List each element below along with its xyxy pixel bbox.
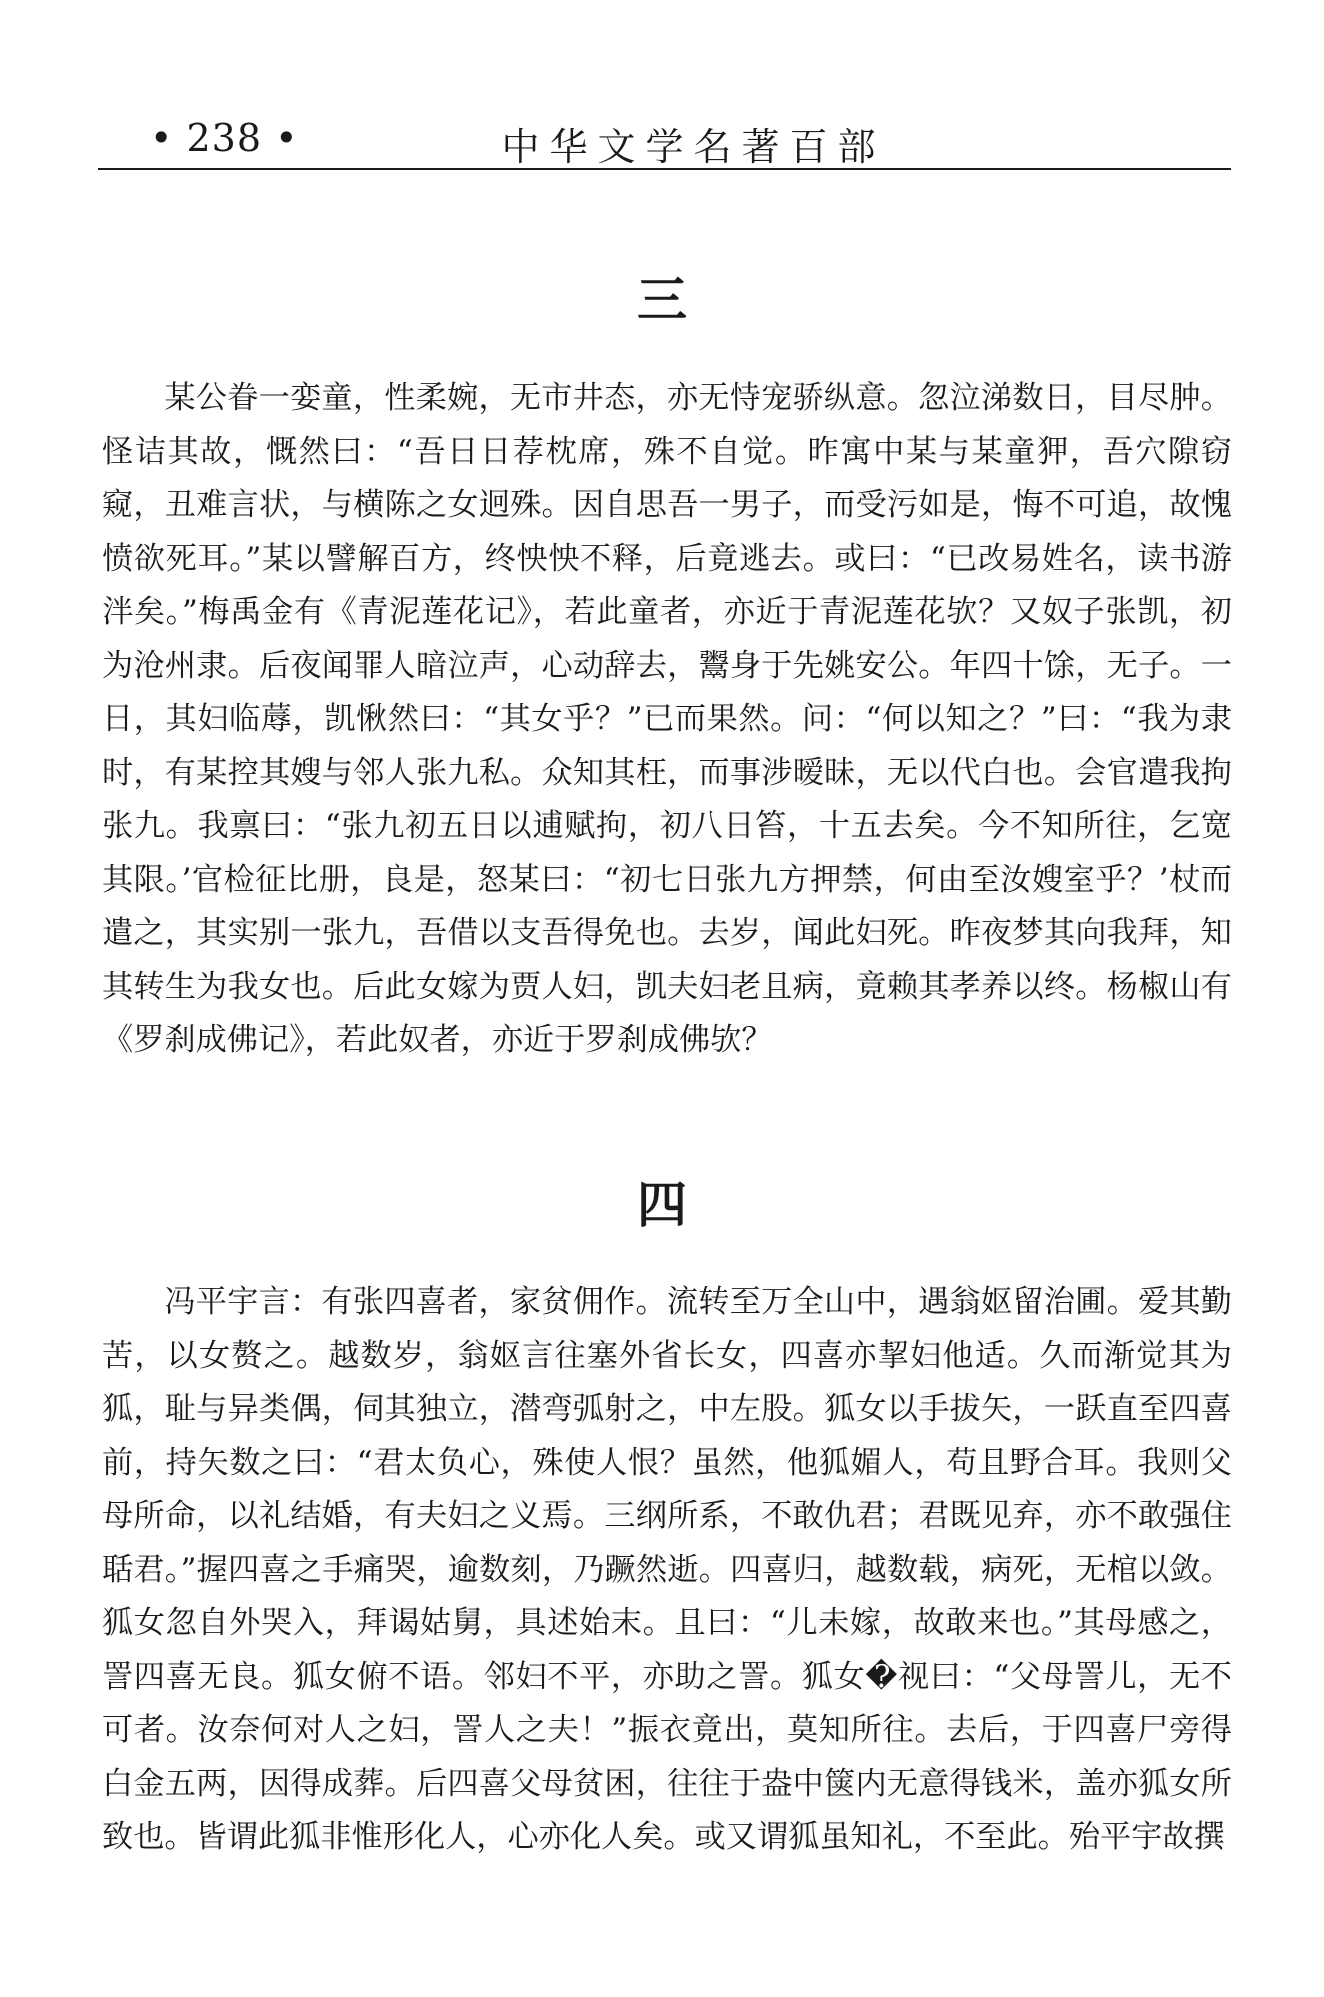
page-header	[98, 104, 1231, 170]
running-title: 中华文学名著百部	[501, 125, 886, 169]
section-paragraph-4: 冯平宇言：有张四喜者，家贫佣作。流转至万全山中，遇翁妪留治圃。爱其勤苦，以女赘之。越数岁，翁妪言往塞外省长女，四喜亦挈妇他适。久而渐觉其为狐，耻与异类偶，伺其独立，潜弯弧射之，中左股。狐女以手拔矢，一跃直至四喜前，持矢数之曰：“君太负心，殊使人恨？虽然，他狐媚人，苟且野合耳。我则父母所命，以礼结婚，有夫妇之义焉。三纲所系，不敢仇君；君既见弃，亦不敢强住聒君。”握四喜之手痛哭，逾数刻，乃蹶然逝。四喜归，越数载，病死，无棺以敛。狐女忽自外哭入，拜谒姑舅，具述始末。且曰：“儿未嫁，故敢来也。”其母感之，詈四喜无良。狐女俯不语。邻妇不平，亦助之詈。狐女�视曰：“父母詈儿，无不可者。汝奈何对人之妇，詈人之夫！”振衣竟出，莫知所往。去后，于四喜尸旁得白金五两，因得成葬。后四喜父母贫困，往往于盎中箧内无意得钱米，盖亦狐女所致也。皆谓此狐非惟形化人，心亦化人矣。或又谓狐虽知礼，不至此。殆平宇故撰	[102, 1284, 1232, 1855]
section-paragraph-3: 某公眷一娈童，性柔婉，无市井态，亦无恃宠骄纵意。忽泣涕数日，目尽肿。怪诘其故，慨然曰：“吾日日荐枕席，殊不自觉。昨寓中某与某童狎，吾穴隙窃窥，丑难言状，与横陈之女迥殊。因自思吾一男子，而受污如是，悔不可追，故愧愤欲死耳。”某以譬解百方，终怏怏不释，后竟逃去。或曰：“已改易姓名，读书游泮矣。”梅禹金有《青泥莲花记》，若此童者，亦近于青泥莲花欤？又奴子张凯，初为沧州隶。后夜闻罪人暗泣声，心动辞去，鬻身于先姚安公。年四十馀，无子。一日，其妇临蓐，凯愀然曰：“其女乎？”已而果然。问：“何以知之？”曰：“我为隶时，有某控其嫂与邻人张九私。众知其枉，而事涉暧昧，无以代白也。会官遣我拘张九。我禀曰：“张九初五日以逋赋拘，初八日笞，十五去矣。今不知所往，乞宽其限。’官检征比册，良是，怒某曰：“初七日张九方押禁，何由至汝嫂室乎？’杖而遣之，其实别一张九，吾借以支吾得免也。去岁，闻此妇死。昨夜梦其向我拜，知其转生为我女也。后此女嫁为贾人妇，凯夫妇老且病，竟赖其孝养以终。杨椒山有《罗刹成佛记》，若此奴者，亦近于罗刹成佛欤？	[102, 380, 1232, 1058]
page-number: • 238 •	[150, 116, 299, 160]
section-heading-4: 四	[637, 1175, 687, 1234]
section-heading-3: 三	[637, 270, 687, 329]
